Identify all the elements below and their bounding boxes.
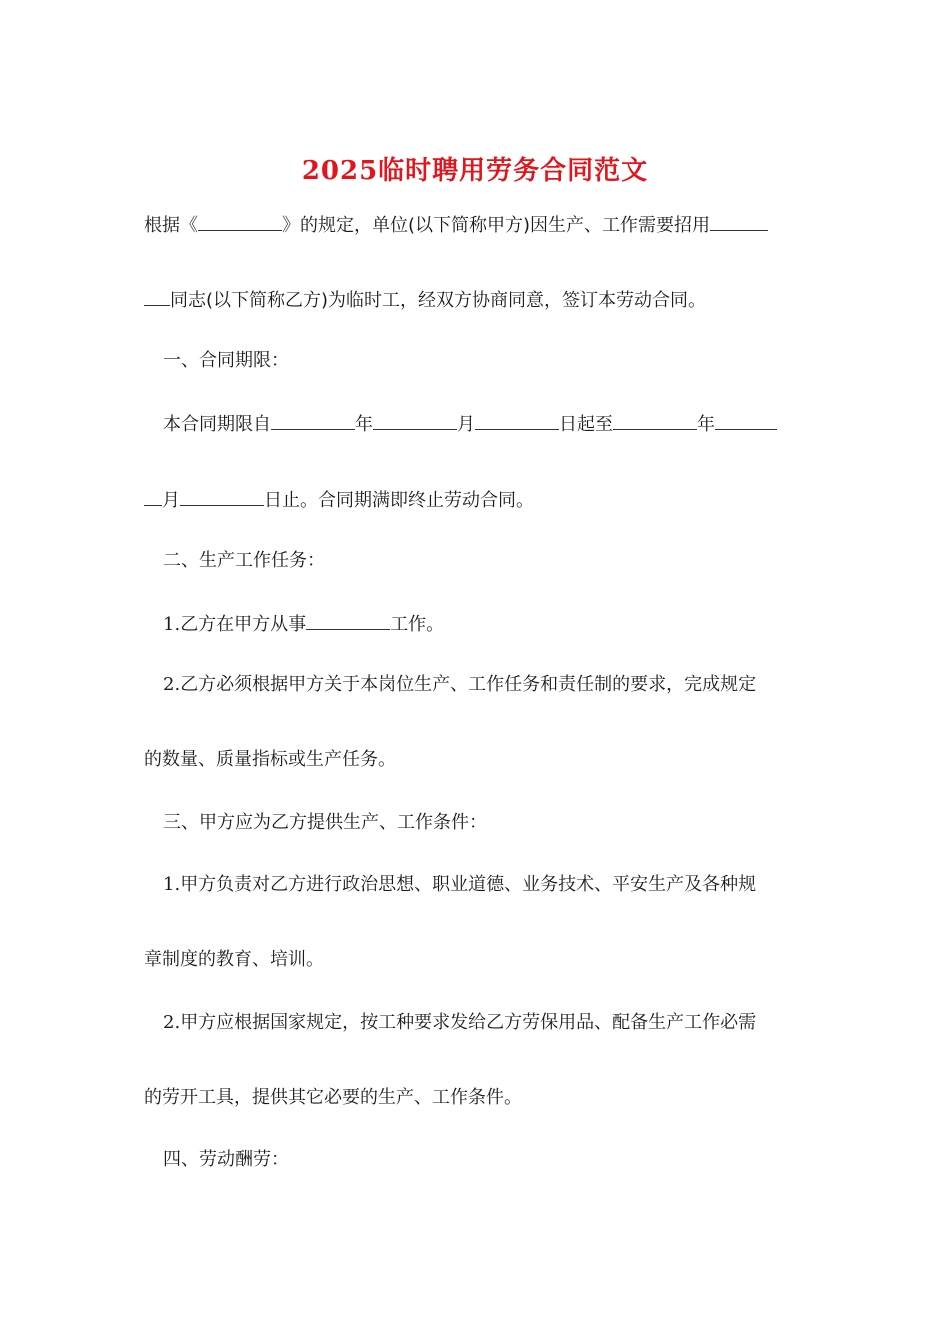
year-label-1: 年 [355, 414, 373, 435]
item-number: 1. [163, 614, 181, 635]
term-line-1 [144, 409, 804, 439]
end-month-blank-1 [715, 409, 777, 430]
task-item-1 [144, 609, 804, 639]
law-name-blank [198, 210, 282, 231]
task-item-2 [144, 671, 804, 699]
month-label-2: 月 [162, 490, 180, 511]
intro-line-2 [144, 285, 804, 315]
month-label-1: 月 [457, 414, 475, 435]
condition-item-1-cont: 章制度的教育、培训。 [144, 949, 324, 970]
end-day-blank [180, 485, 264, 506]
term-end-text: 日止。合同期满即终止劳动合同。 [264, 490, 534, 511]
intro-line-1 [144, 210, 804, 240]
condition-item-2 [144, 1009, 804, 1037]
end-month-blank-2 [144, 485, 162, 506]
item-number: 2. [163, 674, 181, 695]
task-item-2-cont: 的数量、质量指标或生产任务。 [144, 749, 396, 770]
task-item-1-text-b: 工作。 [390, 614, 445, 635]
section-1-heading: 一、合同期限： [163, 350, 289, 371]
job-type-blank [306, 609, 390, 630]
task-item-1-text-a: 乙方在甲方从事 [180, 614, 307, 635]
employee-name-blank-1 [710, 210, 768, 231]
document-title: 2025临时聘用劳务合同范文 [301, 156, 649, 186]
end-year-blank [613, 409, 697, 430]
section-4-heading: 四、劳动酬劳： [163, 1149, 289, 1170]
condition-item-1-text-a: 甲方负责对乙方进行政治思想、职业道德、业务技术、平安生产及各种规 [180, 874, 757, 895]
employee-name-blank-2 [144, 285, 170, 306]
condition-item-2-cont: 的劳开工具，提供其它必要的生产、工作条件。 [144, 1087, 522, 1108]
condition-item-1 [144, 871, 804, 899]
item-number: 1. [163, 874, 181, 895]
term-line-2 [144, 485, 804, 515]
year-label-2: 年 [697, 414, 715, 435]
item-number: 2. [163, 1012, 181, 1033]
start-day-blank [475, 409, 559, 430]
start-year-blank [271, 409, 355, 430]
intro-text-a: 根据《 [144, 215, 198, 236]
start-month-blank [373, 409, 457, 430]
section-2-heading: 二、生产工作任务： [163, 550, 325, 571]
intro-text-c: 同志(以下简称乙方)为临时工，经双方协商同意，签订本劳动合同。 [170, 290, 707, 311]
term-text-a: 本合同期限自 [163, 414, 271, 435]
day-label-1: 日起至 [559, 414, 613, 435]
intro-text-b: 》的规定，单位(以下简称甲方)因生产、工作需要招用 [282, 215, 711, 236]
condition-item-2-text-a: 甲方应根据国家规定，按工种要求发给乙方劳保用品、配备生产工作必需 [180, 1012, 757, 1033]
section-3-heading: 三、甲方应为乙方提供生产、工作条件： [163, 812, 487, 833]
task-item-2-text-a: 乙方必须根据甲方关于本岗位生产、工作任务和责任制的要求，完成规定 [180, 674, 757, 695]
